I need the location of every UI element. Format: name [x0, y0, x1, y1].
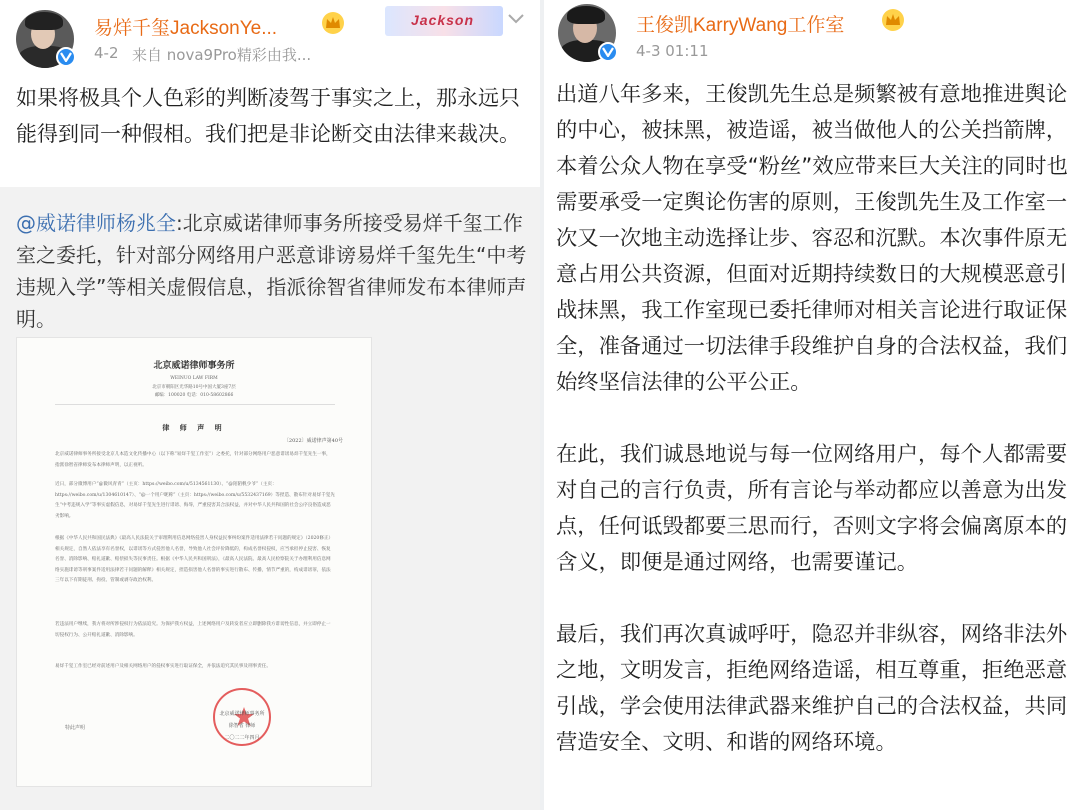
doc-paragraph: 近日，部分微博用户“@微风青青”（主页：https://weibo.com/u/5134561130）、“@陌陌帆少爷”（主页：https://weibo.com/u/1304610147）、“@一个用户昵称”（主页：https://weibo.com/u/5532437169）等捏造、散布针对易烊千玺先生“中考违规入学”等事实虚假信息，对易烊千玺先生进行诽谤、侮辱，严重侵害其合法权益，并对中华人民共和国的社会公序良俗造成恶劣影响。 [55, 482, 335, 519]
lawyer-statement-image[interactable] [16, 337, 372, 787]
doc-number: 〔2022〕威诺律声第40号 [283, 438, 343, 444]
post-paragraph: 在此，我们诚恳地说与每一位网络用户，每个人都需要对自己的言行负责，所有言论与举动都应以善意为出发点，任何诋毁都要三思而行，否则文字将会偏离原本的含义，即便是通过网络，也需要谨记。 [556, 442, 1068, 575]
doc-paragraph: 北京威诺律师事务所接受北京儿本造文化传播中心（以下称“易烊千玺工作室”）之委托，针对部分网络用户恶意诽谤易烊千玺先生一事，指派徐智省律师发布本律师声明，以正视听。 [55, 452, 331, 468]
post-text: 如果将极具个人色彩的判断凌驾于事实之上，那永远只能得到同一种假相。我们把是非论断交由法律来裁决。 [16, 86, 520, 146]
repost-text [16, 207, 528, 335]
chevron-down-icon[interactable] [506, 12, 526, 26]
doc-date: 二〇二二年四月 [224, 735, 260, 741]
doc-closing: 特此声明 [65, 725, 86, 731]
crown-badge-icon [882, 9, 904, 31]
post-body [556, 77, 1068, 797]
doc-paragraph: 根据《中华人民共和国民法典》《最高人民法院关于审理利用信息网络侵害人身权益民事纠纷案件适用法律若干问题的规定》（2020修正）相关规定，自然人依法享有名誉权，以诽谤等方式侵害他人名誉，导致他人社会评价降低的，构成名誉权侵权，应当承担停止侵害、恢复名誉、消除影响、赔礼道歉、赔偿损失等民事责任。根据《中华人民共和国刑法》，《最高人民法院、最高人民检察院关于办理利用信息网络实施诽谤等刑事案件适用法律若干问题的解释》相关规定，捏造损害他人名誉的事实进行散布、传播，情节严重的，构成诽谤罪，依法三年以下有期徒刑、拘役、管制或剥夺政治权利。 [55, 536, 334, 583]
right-weibo-post [544, 0, 1080, 810]
doc-firm-name: 北京威诺律师事务所 [153, 361, 235, 371]
post-time: 4-3 01:11 [636, 42, 709, 60]
post-time: 4-2 [94, 44, 119, 62]
repost-body: :北京威诺律师事务所接受易烊千玺工作室之委托，针对部分网络用户恶意诽谤易烊千玺先生“中考违规入学”等相关虚假信息，指派徐智省律师发布本律师声明。 [16, 211, 527, 331]
doc-firm-sub3: 邮编：100020 电话：010-58602866 [154, 393, 234, 398]
header-banner-text: Jackson [411, 12, 475, 28]
verified-badge-icon [56, 47, 76, 67]
mention-link[interactable]: @威诺律师杨兆全 [16, 211, 176, 235]
post-paragraph: 出道八年多来，王俊凯先生总是频繁被有意地推进舆论的中心，被抹黑，被造谣，被当做他人的公关挡箭牌，本着公众人物在享受“粉丝”效应带来巨大关注的同时也需要承受一定舆论伤害的原则，王俊凯先生及工作室一次又一次地主动选择让步、容忍和沉默。本次事件原无意占用公共资源，但面对近期持续数日的大规模恶意引战抹黑，我工作室现已委托律师对相关言论进行取证保全，准备通过一切法律手段维护自身的合法权益，我们始终坚信法律的公平公正。 [556, 82, 1068, 395]
doc-signature: 徐智省 律师 [228, 723, 256, 729]
doc-heading: 律 师 声 明 [162, 423, 226, 432]
doc-firm-sub1: WEINUO LAW FIRM [170, 376, 218, 381]
doc-firm-sub2: 北京市朝阳区光华路10号中国大厦3座7层 [152, 385, 236, 390]
doc-paragraph: 易烊千玺工作室已经对前述用户及相关网络用户的侵权事实进行取证保全，并依法追究其民事及刑事责任。 [55, 664, 271, 669]
repost-card[interactable] [0, 187, 540, 810]
post-paragraph: 最后，我们再次真诚呼吁，隐忍并非纵容，网络非法外之地，文明发言，拒绝网络造谣，相互尊重，拒绝恶意引战，学会使用法律武器来维护自己的合法权益，共同营造安全、文明、和谐的网络环境。 [556, 622, 1068, 755]
header-banner [385, 6, 503, 36]
doc-divider [55, 404, 335, 405]
doc-seal-text: 北京威诺律师事务所 [219, 711, 265, 717]
post-source[interactable]: 来自 nova9Pro精彩由我... [132, 46, 312, 64]
crown-badge-icon [322, 12, 344, 34]
username[interactable]: 王俊凯KarryWang工作室 [636, 15, 845, 36]
verified-badge-icon [598, 42, 618, 62]
username[interactable]: 易烊千玺JacksonYe... [94, 18, 278, 39]
doc-paragraph: 若违法用户继续，我方将对所涉侵权行为依法追究。为保护我方权益，上述网络用户及转发者应立即删除我方诽谤性信息，并立即停止一切侵权行为、公开赔礼道歉、消除影响。 [55, 622, 331, 638]
